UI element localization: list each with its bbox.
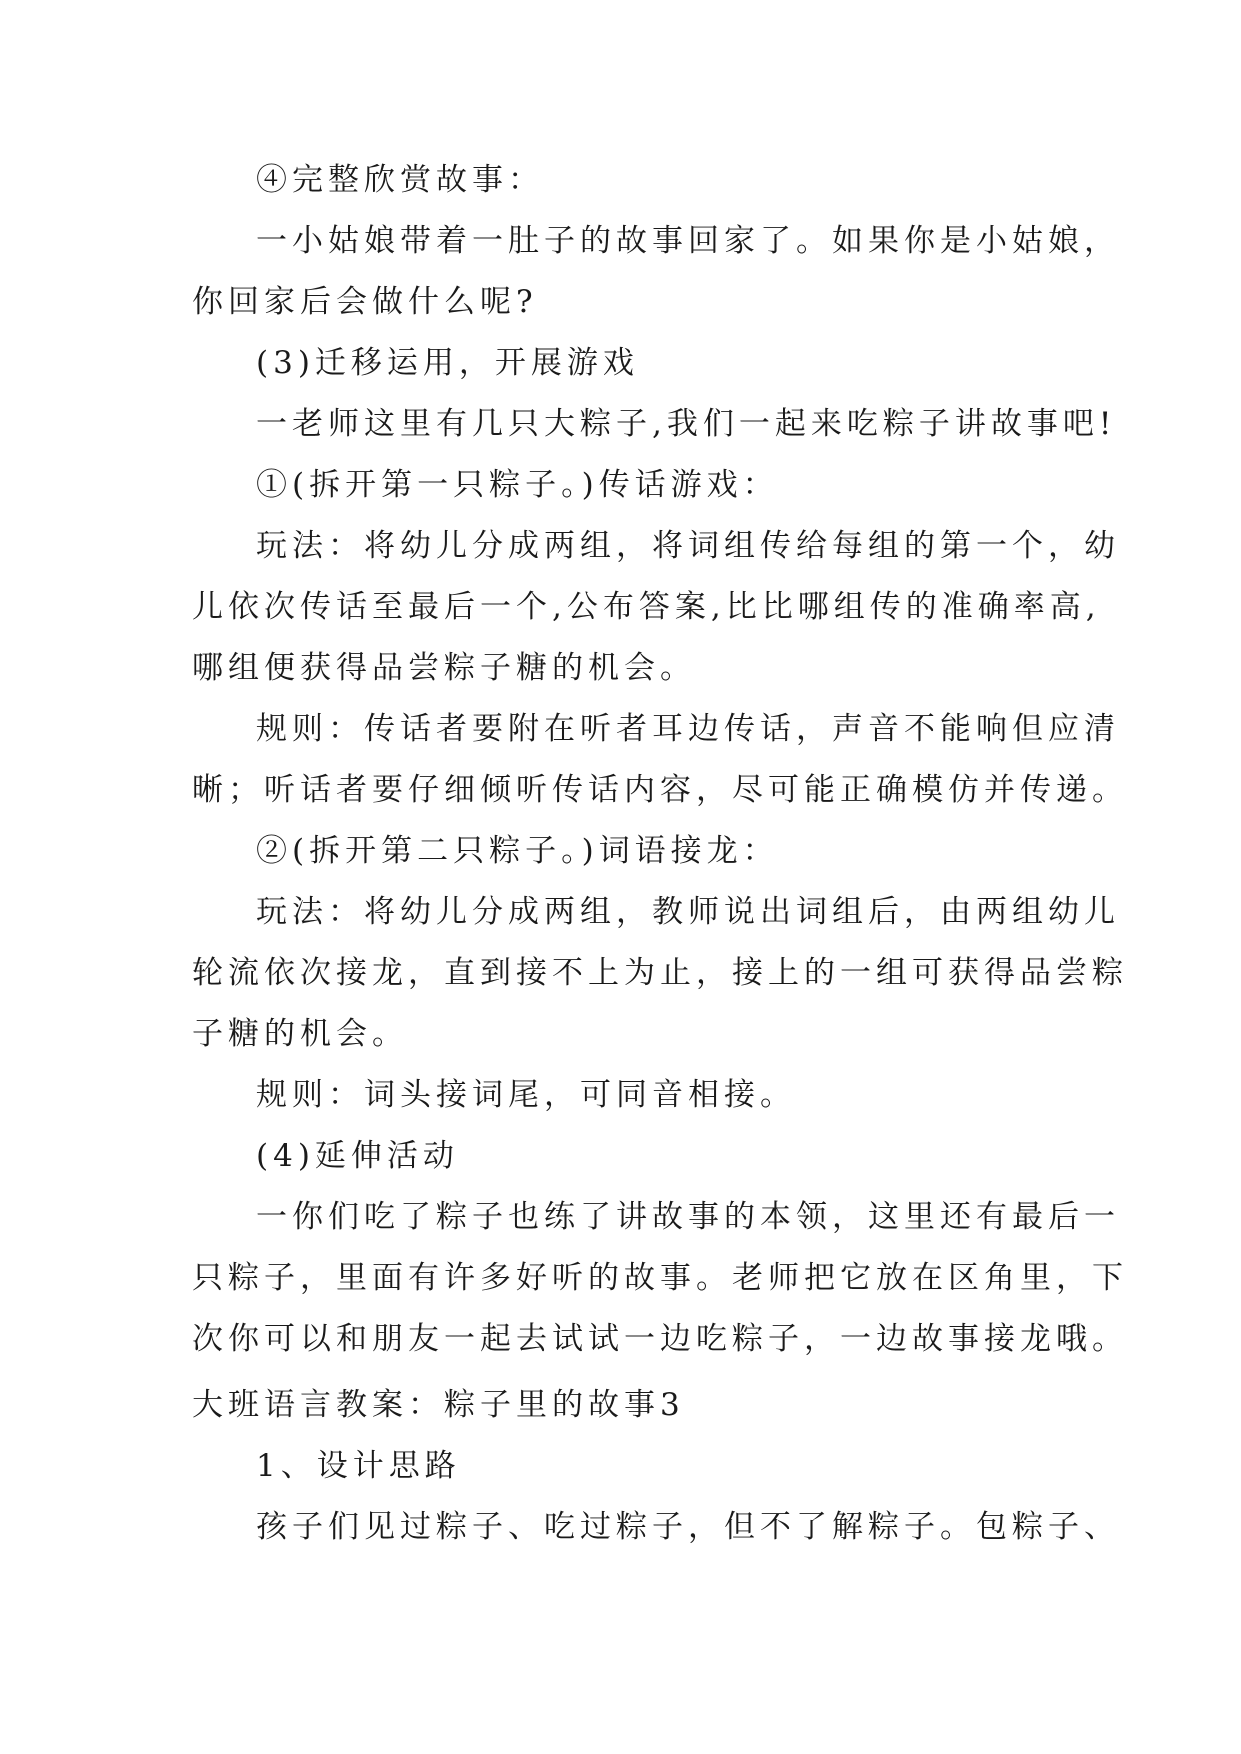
text-line: 哪组便获得品尝粽子糖的机会。 bbox=[192, 650, 696, 686]
text-line: 1、设计思路 bbox=[256, 1448, 461, 1484]
text-line: 规则：词头接词尾，可同音相接。 bbox=[256, 1077, 796, 1113]
text-line: 你回家后会做什么呢? bbox=[192, 284, 538, 320]
text-line: 晰；听话者要仔细倾听传话内容，尽可能正确模仿并传递。 bbox=[192, 772, 1128, 808]
text-line: 子糖的机会。 bbox=[192, 1016, 408, 1052]
text-line: 儿依次传话至最后一个,公布答案,比比哪组传的准确率高, bbox=[192, 589, 1101, 625]
document-page bbox=[192, 160, 1128, 1568]
text-line: 一你们吃了粽子也练了讲故事的本领，这里还有最后一 bbox=[256, 1199, 1120, 1235]
text-line: ②(拆开第二只粽子。)词语接龙： bbox=[256, 833, 779, 869]
text-line: 规则：传话者要附在听者耳边传话，声音不能响但应清 bbox=[256, 711, 1120, 747]
section-heading: 大班语言教案：粽子里的故事3 bbox=[192, 1387, 685, 1423]
text-line: 一老师这里有几只大粽子,我们一起来吃粽子讲故事吧! bbox=[256, 406, 1117, 442]
text-line: 一小姑娘带着一肚子的故事回家了。如果你是小姑娘， bbox=[256, 223, 1120, 259]
text-line: (3)迁移运用，开展游戏 bbox=[256, 345, 639, 381]
text-line: (4)延伸活动 bbox=[256, 1138, 459, 1174]
text-line: 轮流依次接龙，直到接不上为止，接上的一组可获得品尝粽 bbox=[192, 955, 1128, 991]
text-line: 只粽子，里面有许多好听的故事。老师把它放在区角里，下 bbox=[192, 1260, 1128, 1296]
text-line: 玩法：将幼儿分成两组，教师说出词组后，由两组幼儿 bbox=[256, 894, 1120, 930]
text-line: 次你可以和朋友一起去试试一边吃粽子，一边故事接龙哦。 bbox=[192, 1321, 1128, 1357]
text-line: 玩法：将幼儿分成两组，将词组传给每组的第一个，幼 bbox=[256, 528, 1120, 564]
text-line: ④完整欣赏故事： bbox=[256, 162, 544, 198]
text-line: ①(拆开第一只粽子。)传话游戏： bbox=[256, 467, 779, 503]
text-line: 孩子们见过粽子、吃过粽子，但不了解粽子。包粽子、 bbox=[256, 1509, 1120, 1545]
